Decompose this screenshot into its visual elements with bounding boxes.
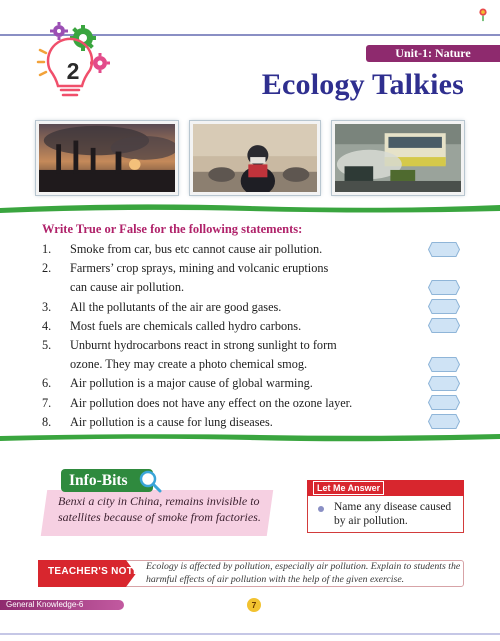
corner-flower-icon bbox=[474, 4, 492, 22]
info-bits-text: Benxi a city in China, remains invisible to satellites because of smoke from factories. bbox=[58, 494, 261, 524]
item-number: 7. bbox=[42, 395, 52, 410]
list-item bbox=[42, 336, 422, 355]
answer-box[interactable] bbox=[428, 242, 460, 257]
item-number: 5. bbox=[42, 338, 52, 353]
statement-text: Air pollution is a cause for lung diseases. bbox=[70, 414, 273, 429]
item-number bbox=[42, 355, 70, 374]
answer-box[interactable] bbox=[428, 376, 460, 391]
list-item bbox=[42, 374, 422, 393]
teachers-note-text: Ecology is affected by pollution, especially air pollution. Explain to students the harmful effects of air pollution with the help of the given exercise. bbox=[146, 561, 461, 585]
item-number: 1. bbox=[42, 242, 52, 256]
book-title: General Knowledge-6 bbox=[6, 600, 84, 609]
item-number: 8. bbox=[42, 414, 52, 429]
statement-list bbox=[42, 240, 422, 432]
answer-box[interactable] bbox=[428, 299, 460, 314]
magnifier-icon bbox=[138, 469, 162, 493]
statement-text: Air pollution does not have any effect on the ozone layer. bbox=[70, 395, 353, 410]
statement-text: Smoke from car, bus etc cannot cause air pollution. bbox=[70, 242, 323, 256]
green-brush-divider bbox=[0, 430, 500, 444]
bullet-icon bbox=[318, 506, 324, 512]
statement-text: Farmers’ crop sprays, mining and volcanic eruptions bbox=[70, 261, 329, 276]
page-number: 7 bbox=[247, 598, 261, 612]
unit-badge: Unit-1: Nature bbox=[366, 45, 500, 62]
bottom-border-line bbox=[0, 633, 500, 635]
statement-text: can cause air pollution. bbox=[70, 280, 185, 295]
list-item bbox=[42, 355, 422, 374]
list-item bbox=[42, 240, 422, 259]
list-item bbox=[42, 278, 422, 297]
statement-text: Most fuels are chemicals called hydro carbons. bbox=[70, 318, 302, 333]
answer-box[interactable] bbox=[428, 395, 460, 410]
info-bits-label: Info-Bits bbox=[61, 469, 153, 492]
let-me-answer-label: Let Me Answer bbox=[313, 481, 384, 495]
statement-text: ozone. They may create a photo chemical smog. bbox=[70, 357, 308, 372]
item-number: 6. bbox=[42, 376, 52, 391]
statement-text: All the pollutants of the air are good gases. bbox=[70, 299, 282, 314]
exercise-heading: Write True or False for the following statements: bbox=[42, 222, 303, 236]
teachers-note-label: TEACHER'S NOTE bbox=[48, 566, 141, 577]
factory-smoke-photo bbox=[36, 121, 178, 195]
list-item bbox=[42, 298, 422, 317]
answer-box[interactable] bbox=[428, 414, 460, 429]
chapter-number: 2 bbox=[66, 58, 80, 84]
list-item bbox=[42, 394, 422, 413]
green-brush-divider bbox=[0, 200, 500, 214]
traffic-exhaust-photo bbox=[332, 121, 464, 195]
answer-box[interactable] bbox=[428, 280, 460, 295]
list-item bbox=[42, 259, 422, 278]
statement-text: Unburnt hydrocarbons react in strong sunlight to form bbox=[70, 338, 337, 353]
item-number: 4. bbox=[42, 318, 52, 333]
page-title: Ecology Talkies bbox=[261, 68, 464, 101]
item-number: 2. bbox=[42, 261, 52, 276]
statement-text: Air pollution is a major cause of global warming. bbox=[70, 376, 313, 391]
list-item bbox=[42, 413, 422, 432]
pollution-mask-photo bbox=[190, 121, 320, 195]
answer-box[interactable] bbox=[428, 318, 460, 333]
let-me-answer-text: Name any disease caused by air pollution. bbox=[334, 501, 452, 527]
item-number: 3. bbox=[42, 299, 52, 314]
list-item bbox=[42, 317, 422, 336]
item-number bbox=[42, 278, 70, 297]
answer-box[interactable] bbox=[428, 357, 460, 372]
